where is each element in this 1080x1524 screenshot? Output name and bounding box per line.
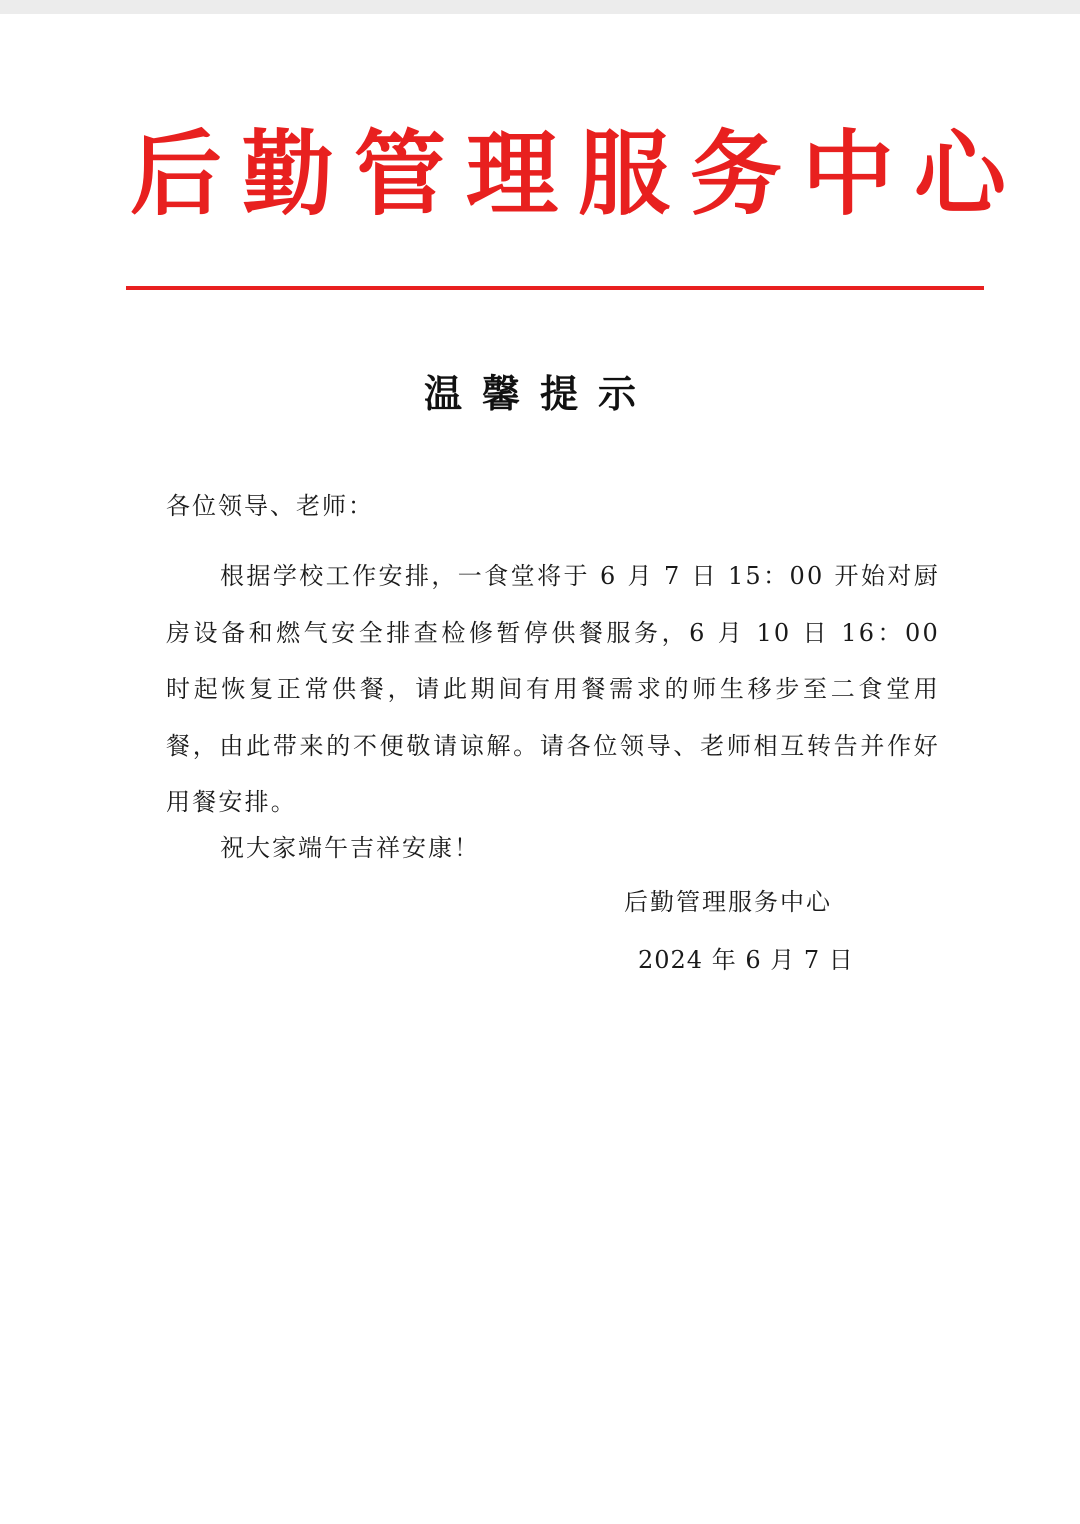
letterhead-char: 理 — [465, 121, 558, 228]
signature-organization: 后勤管理服务中心 — [624, 888, 832, 916]
letterhead-char: 管 — [353, 121, 446, 228]
letterhead-char: 心 — [913, 121, 1006, 228]
letterhead-char: 后 — [129, 121, 222, 228]
letterhead-char: 服 — [577, 121, 670, 228]
letterhead-char: 勤 — [241, 121, 334, 228]
letterhead-char: 中 — [801, 121, 894, 228]
letterhead-title — [128, 120, 1008, 230]
top-strip — [0, 0, 1080, 14]
salutation: 各位领导、老师： — [166, 492, 374, 520]
letterhead-divider — [126, 286, 984, 290]
notice-title: 温馨提示 — [423, 372, 656, 416]
letterhead-char: 务 — [689, 121, 782, 228]
closing-greeting: 祝大家端午吉祥安康！ — [220, 834, 480, 862]
signature-date: 2024 年 6 月 7 日 — [638, 946, 854, 974]
notice-body: 根据学校工作安排，一食堂将于 6 月 7 日 15：00 开始对厨房设备和燃气安全排查检修暂停供餐服务，6 月 10 日 16：00 时起恢复正常供餐，请此期间有用餐需求的师生移步至二食堂用餐，由此带来的不便敬请谅解。请各位领导、老师相互转告并作好用餐安排。 — [166, 562, 940, 816]
